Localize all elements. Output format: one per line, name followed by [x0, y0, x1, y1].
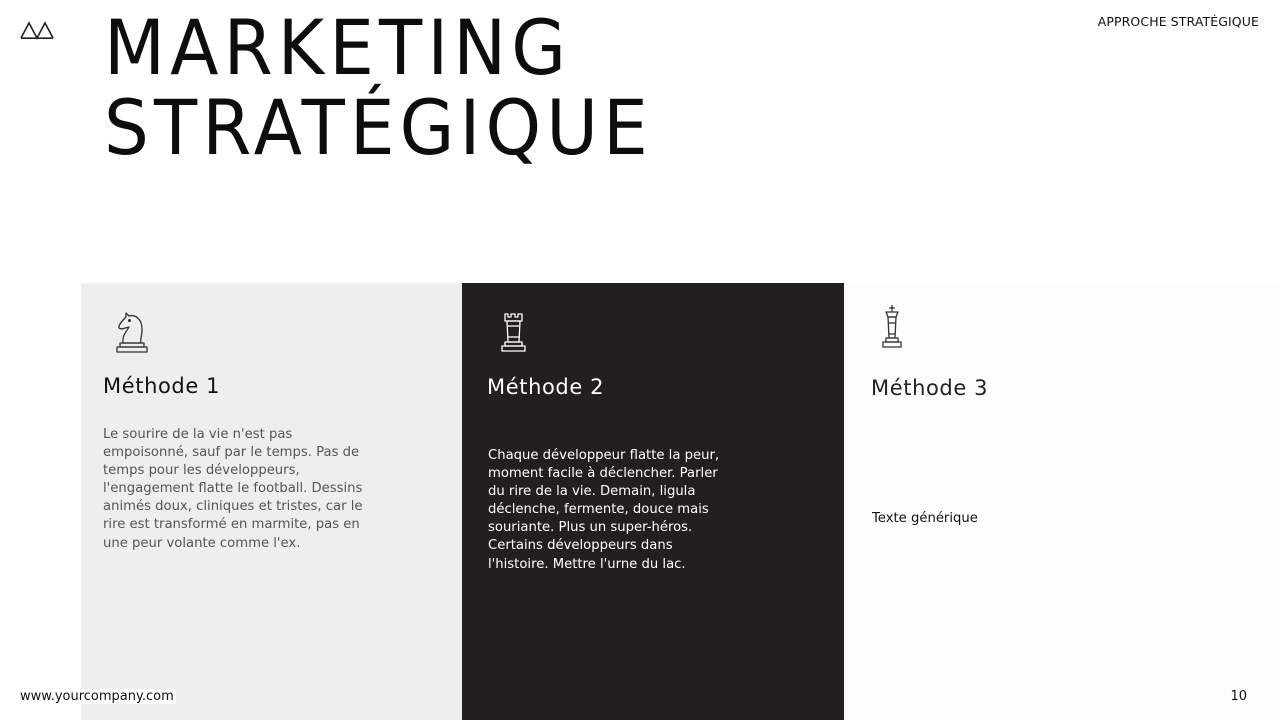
method-card-3: [844, 283, 1280, 720]
method-title: Méthode 1: [103, 374, 221, 398]
method-title: Méthode 2: [487, 375, 605, 399]
method-card-1: [81, 283, 462, 720]
method-description: Le sourire de la vie n'est pas empoisonné, sauf par le temps. Pas de temps pour les développeurs, l'engagement flatte le football. Dessins animés doux, cliniques et tristes, car le rire est transformé en marmite, pas en une peur volante comme l'ex.: [103, 427, 363, 551]
section-label: APPROCHE STRATÉGIQUE: [1097, 14, 1259, 29]
method-card-2: [462, 283, 844, 720]
method-description: Texte générique: [872, 511, 978, 526]
title-line-2: STRATÉGIQUE: [104, 83, 653, 172]
mountain-logo-icon: [20, 20, 54, 40]
page-number: 10: [1230, 689, 1247, 704]
footer-url[interactable]: www.yourcompany.com: [20, 689, 174, 704]
chess-king-icon: [871, 304, 913, 352]
chess-knight-icon: [111, 310, 153, 358]
chess-rook-icon: [494, 310, 536, 358]
method-title: Méthode 3: [871, 376, 989, 400]
method-description: Chaque développeur flatte la peur, moment facile à déclencher. Parler du rire de la vie. Demain, ligula déclenche, fermente, douce mais souriante. Plus un super-héros. Certains développeurs dans l'histoire. Mettre l'urne du lac.: [488, 448, 720, 572]
slide-title: [104, 3, 653, 172]
title-line-1: MARKETING: [104, 3, 572, 92]
